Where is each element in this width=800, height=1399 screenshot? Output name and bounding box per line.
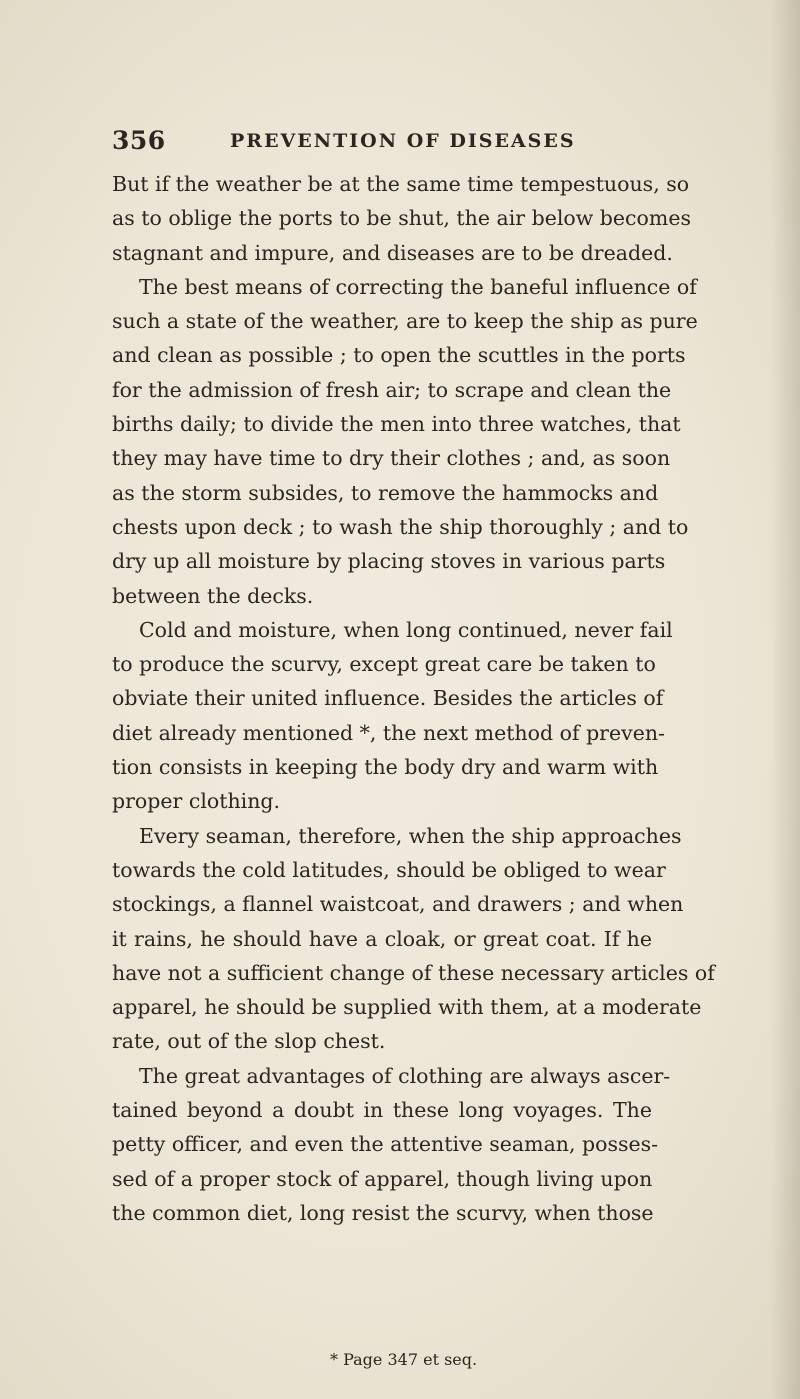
text-line: Cold and moisture, when long continued, never fail: [139, 617, 673, 642]
page-edge-shadow: [770, 0, 800, 1399]
footnote: * Page 347 et seq.: [330, 1350, 478, 1369]
text-line: have not a sufficient change of these necessary articles of: [112, 960, 715, 985]
text-line: such a state of the weather, are to keep the ship as pure: [112, 309, 698, 334]
text-line: chests upon deck ; to wash the ship thoroughly ; and to: [112, 514, 689, 539]
text-line: births daily; to divide the men into three watches, that: [112, 412, 681, 437]
text-line: sed of a proper stock of apparel, though living upon: [112, 1166, 653, 1191]
text-line: proper clothing.: [112, 789, 281, 814]
text-line: obviate their united influence. Besides the articles of: [112, 686, 664, 711]
text-line: it rains, he should have a cloak, or great coat. If he: [112, 926, 652, 951]
body-text: [112, 167, 715, 1230]
text-line: as to oblige the ports to be shut, the air below becomes: [112, 206, 691, 231]
text-line: petty officer, and even the attentive seaman, posses-: [112, 1132, 659, 1157]
text-line: diet already mentioned *, the next method of preven-: [112, 720, 665, 745]
page-header: [112, 126, 712, 166]
text-line: for the admission of fresh air; to scrape and clean the: [112, 377, 672, 402]
text-line: as the storm subsides, to remove the hammocks and: [112, 480, 659, 505]
page-number: 356: [112, 126, 166, 155]
text-line: tained beyond a doubt in these long voyages. The: [112, 1098, 652, 1123]
text-line: the common diet, long resist the scurvy, when those: [112, 1200, 654, 1225]
text-line: The great advantages of clothing are always ascer-: [139, 1063, 671, 1088]
text-line: apparel, he should be supplied with them, at a moderate: [112, 995, 702, 1020]
text-line: towards the cold latitudes, should be obliged to wear: [112, 857, 666, 882]
text-line: But if the weather be at the same time tempestuous, so: [112, 172, 690, 196]
text-line: The best means of correcting the baneful influence of: [139, 274, 697, 299]
text-line: between the decks.: [112, 583, 314, 608]
text-line: stagnant and impure, and diseases are to be dreaded.: [112, 240, 673, 265]
running-title: PREVENTION OF DISEASES: [230, 130, 576, 152]
text-line: tion consists in keeping the body dry and warm with: [112, 755, 659, 780]
text-line: they may have time to dry their clothes ; and, as soon: [112, 446, 671, 471]
text-line: to produce the scurvy, except great care be taken to: [112, 652, 656, 677]
text-line: and clean as possible ; to open the scuttles in the ports: [112, 343, 686, 368]
text-line: Every seaman, therefore, when the ship approaches: [139, 823, 682, 848]
text-line: rate, out of the slop chest.: [112, 1029, 386, 1054]
text-line: stockings, a flannel waistcoat, and drawers ; and when: [112, 892, 684, 917]
text-line: dry up all moisture by placing stoves in various parts: [112, 549, 666, 574]
